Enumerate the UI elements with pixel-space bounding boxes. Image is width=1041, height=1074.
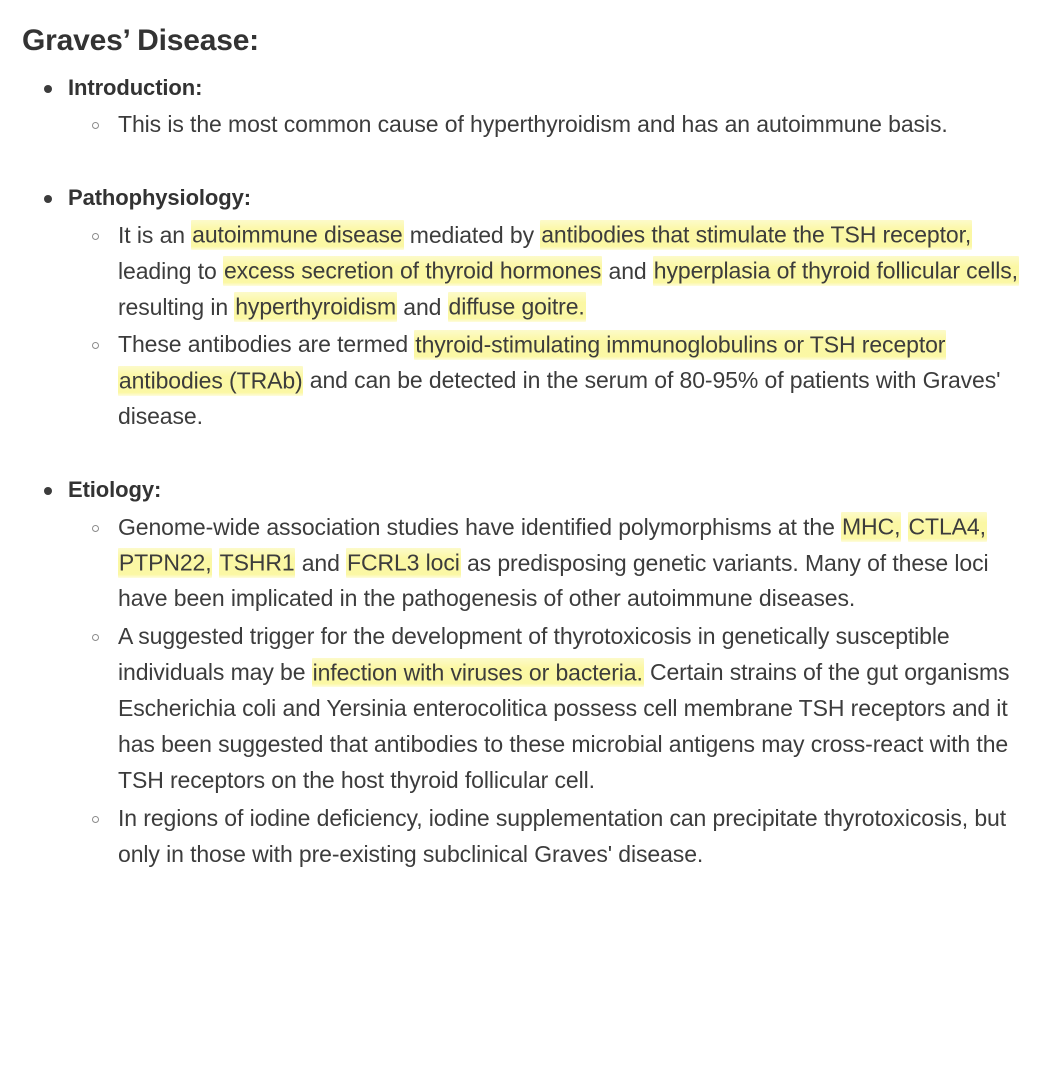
outline-point: [68, 107, 1023, 143]
outline-point: [68, 327, 1023, 435]
point-text: [118, 327, 1023, 435]
outline-section: [18, 183, 1023, 435]
plain-text: [212, 550, 218, 576]
outline-point: [68, 510, 1023, 618]
section-points: [68, 107, 1023, 143]
plain-text: and can be detected in the serum of 80-95% of patients with Graves' disease.: [118, 367, 1001, 430]
plain-text: It is an: [118, 221, 192, 248]
highlighted-text: thyroid-stimulating immunoglobulins or TSH receptor antibodies (TRAb): [118, 330, 946, 396]
highlighted-text: TSHR1: [219, 548, 296, 578]
plain-text: These antibodies are termed: [118, 331, 415, 358]
section-label: Etiology:: [68, 477, 162, 502]
plain-text: mediated by: [403, 221, 541, 248]
highlighted-text: hyperthyroidism: [234, 292, 397, 322]
plain-text: A suggested trigger for the development of thyrotoxicosis in genetically susceptible individuals may be: [118, 623, 950, 686]
point-text: [118, 510, 1023, 618]
plain-text: [901, 514, 907, 540]
highlighted-text: excess secretion of thyroid hormones: [223, 256, 602, 286]
point-text: [118, 107, 1023, 143]
outline-list: [18, 73, 1023, 873]
plain-text: Certain strains of the gut organisms Escherichia coli and Yersinia enterocolitica possess cell membrane TSH receptors and it has been suggested that antibodies to these microbial antigens may cross-react with the TSH receptors on the host thyroid follicular cell.: [118, 659, 1010, 793]
outline-point: [68, 619, 1023, 798]
highlighted-text: infection with viruses or bacteria.: [312, 658, 644, 688]
highlighted-text: CTLA4,: [908, 512, 987, 542]
section-points: [68, 510, 1023, 873]
outline-point: [68, 218, 1023, 326]
plain-text: as predisposing genetic variants. Many of these loci have been implicated in the pathogenesis of other autoimmune diseases.: [118, 549, 989, 612]
highlighted-text: MHC,: [841, 512, 901, 542]
highlighted-text: hyperplasia of thyroid follicular cells,: [653, 256, 1019, 286]
outline-section: [18, 73, 1023, 144]
point-text: [118, 801, 1023, 873]
highlighted-text: diffuse goitre.: [448, 292, 586, 322]
plain-text: and: [602, 257, 653, 284]
plain-text: In regions of iodine deficiency, iodine supplementation can precipitate thyrotoxicosis, but only in those with pre-existing subclinical Graves' disease.: [118, 804, 1007, 867]
section-label: Pathophysiology:: [68, 185, 251, 211]
page-title: Graves’ Disease:: [22, 24, 259, 57]
highlighted-text: autoimmune disease: [191, 220, 403, 250]
point-text: [118, 218, 1023, 326]
outline-point: [68, 801, 1023, 873]
section-points: [68, 218, 1023, 435]
plain-text: resulting in: [118, 293, 235, 320]
plain-text: Genome-wide association studies have identified polymorphisms at the: [118, 513, 842, 540]
highlighted-text: PTPN22,: [118, 548, 212, 578]
section-label: Introduction:: [68, 74, 203, 100]
highlighted-text: antibodies that stimulate the TSH receptor,: [540, 220, 972, 250]
plain-text: leading to: [118, 257, 224, 284]
point-text: [118, 619, 1023, 798]
plain-text: This is the most common cause of hyperthyroidism and has an autoimmune basis.: [118, 111, 948, 138]
outline-section: [18, 475, 1023, 872]
plain-text: and: [396, 293, 448, 320]
highlighted-text: FCRL3 loci: [346, 548, 461, 578]
plain-text: and: [295, 549, 347, 576]
